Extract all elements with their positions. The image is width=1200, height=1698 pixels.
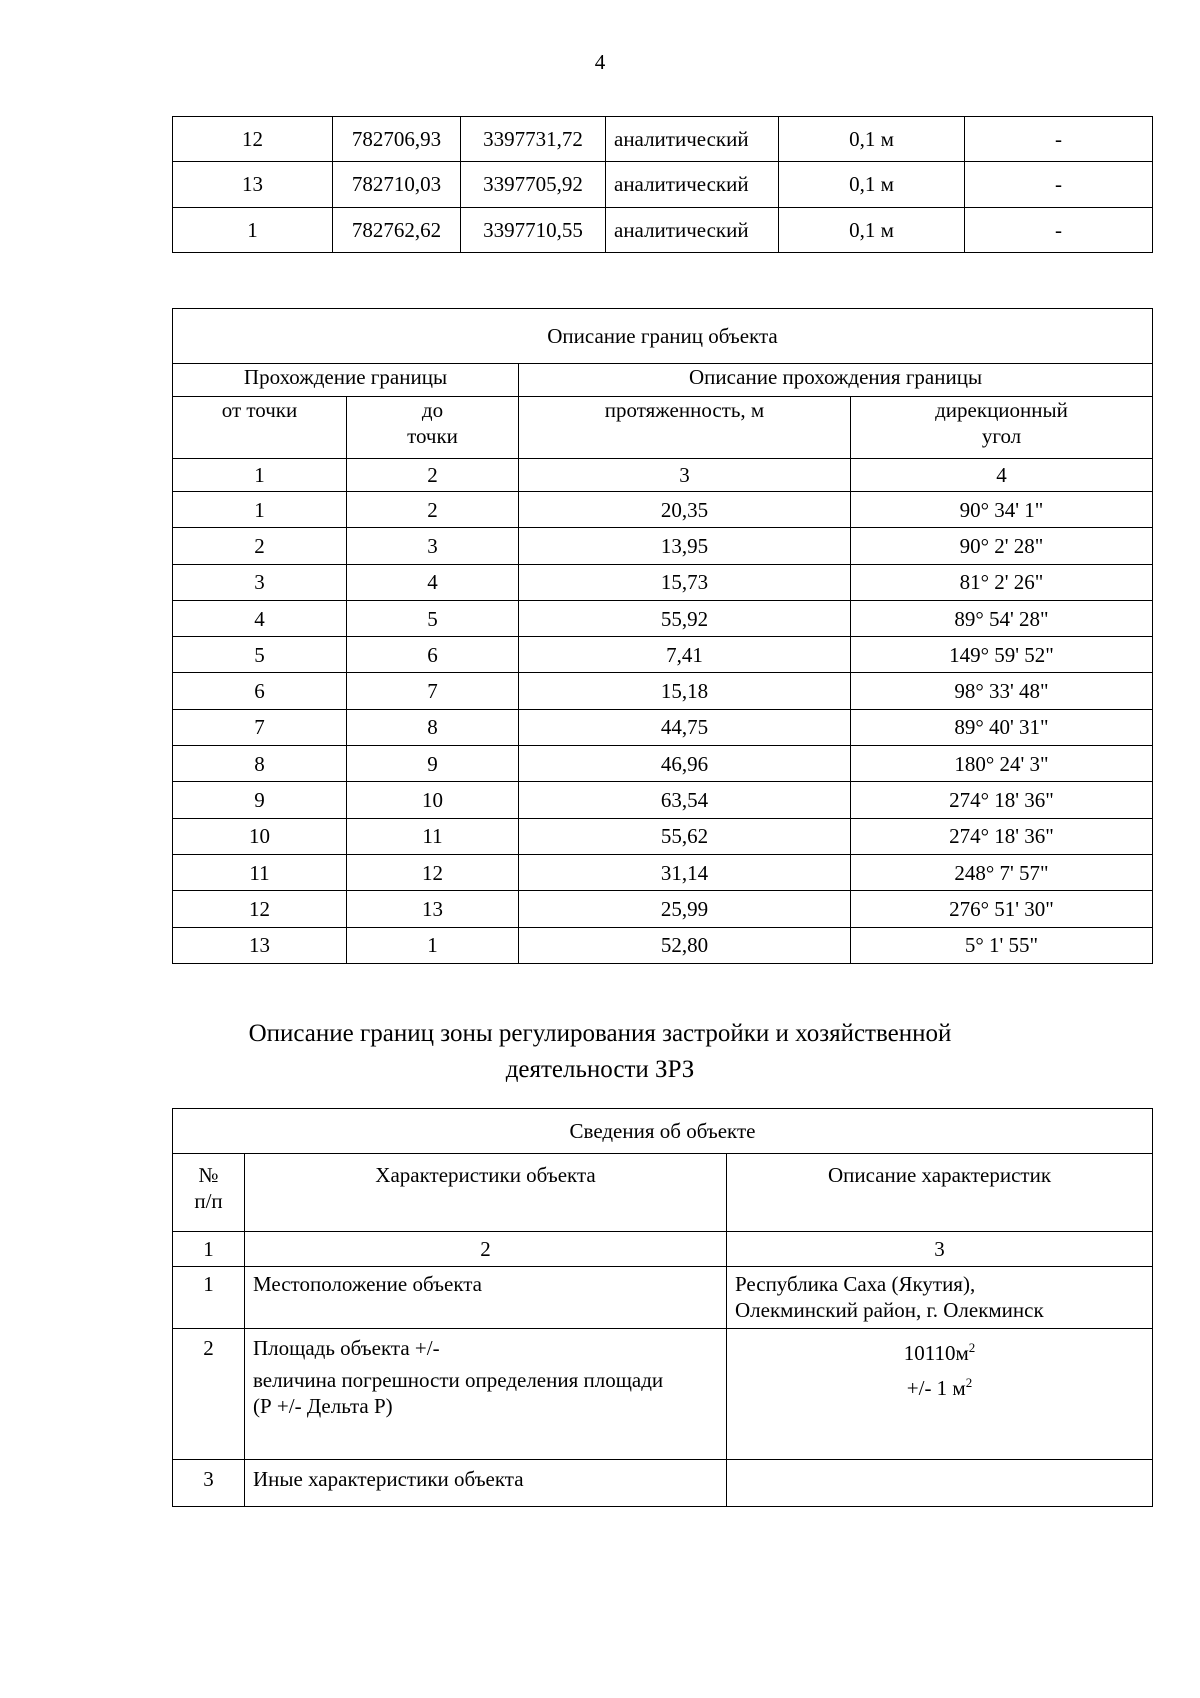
length: 55,92: [519, 600, 851, 636]
to-point: 3: [347, 528, 519, 564]
table-row: [173, 673, 1153, 709]
x-coordinate: 782706,93: [333, 117, 461, 162]
from-point: 11: [173, 854, 347, 890]
table-title: Сведения об объекте: [173, 1109, 1153, 1154]
column-number: 3: [519, 459, 851, 492]
bearing-angle: 81° 2' 26": [851, 564, 1153, 600]
accuracy: 0,1 м: [779, 207, 965, 252]
length: 31,14: [519, 854, 851, 890]
length: 25,99: [519, 891, 851, 927]
description: [727, 1460, 1153, 1507]
from-point: 12: [173, 891, 347, 927]
method: аналитический: [606, 162, 779, 207]
to-point: 11: [347, 818, 519, 854]
x-coordinate: 782762,62: [333, 207, 461, 252]
table-row: [173, 492, 1153, 528]
table-row: [173, 637, 1153, 673]
column-number: 1: [173, 1232, 245, 1267]
to-point: 13: [347, 891, 519, 927]
table-row: [173, 162, 1153, 207]
from-point: 9: [173, 782, 347, 818]
table-row: [173, 600, 1153, 636]
note: -: [965, 207, 1153, 252]
point-number: 12: [173, 117, 333, 162]
column-group-header: Прохождение границы: [173, 364, 519, 397]
boundary-table: [172, 308, 1153, 964]
from-point: 1: [173, 492, 347, 528]
row-number: 1: [173, 1267, 245, 1329]
table-row: [173, 1329, 1153, 1460]
table-row: [173, 746, 1153, 782]
to-point: 1: [347, 927, 519, 963]
table-row: [173, 207, 1153, 252]
page-number: 4: [594, 50, 606, 74]
bearing-angle: 274° 18' 36": [851, 782, 1153, 818]
table-row: [173, 528, 1153, 564]
section-heading: Описание границ зоны регулирования застройки и хозяйственной деятельности ЗРЗ: [248, 1020, 952, 1083]
row-number: 3: [173, 1460, 245, 1507]
column-number: 2: [347, 459, 519, 492]
length: 15,18: [519, 673, 851, 709]
bearing-angle: 248° 7' 57": [851, 854, 1153, 890]
to-point: 4: [347, 564, 519, 600]
length: 63,54: [519, 782, 851, 818]
table-row: [173, 709, 1153, 745]
length: 15,73: [519, 564, 851, 600]
accuracy: 0,1 м: [779, 162, 965, 207]
table-row: [173, 854, 1153, 890]
length: 13,95: [519, 528, 851, 564]
table-row: [173, 1267, 1153, 1329]
from-point: 7: [173, 709, 347, 745]
coordinates-table: [172, 116, 1153, 253]
table-row: [173, 1460, 1153, 1507]
column-header: дирекционный угол: [851, 397, 1153, 459]
length: 52,80: [519, 927, 851, 963]
table-row: [173, 927, 1153, 963]
column-header: № п/п: [173, 1154, 245, 1232]
characteristic: Местоположение объекта: [245, 1267, 727, 1329]
description: $10110м^2$ +/- 1 $м^2$: [727, 1329, 1153, 1460]
column-number: 4: [851, 459, 1153, 492]
table-row: [173, 818, 1153, 854]
bearing-angle: 149° 59' 52": [851, 637, 1153, 673]
column-header: Описание характеристик: [727, 1154, 1153, 1232]
bearing-angle: 180° 24' 3": [851, 746, 1153, 782]
to-point: 6: [347, 637, 519, 673]
bearing-angle: 89° 54' 28": [851, 600, 1153, 636]
length: 46,96: [519, 746, 851, 782]
table-row: [173, 782, 1153, 818]
bearing-angle: 89° 40' 31": [851, 709, 1153, 745]
table-row: [173, 564, 1153, 600]
to-point: 9: [347, 746, 519, 782]
note: -: [965, 117, 1153, 162]
description: Республика Саха (Якутия), Олекминский район, г. Олекминск: [727, 1267, 1153, 1329]
to-point: 10: [347, 782, 519, 818]
column-number: 2: [245, 1232, 727, 1267]
column-number: 3: [727, 1232, 1153, 1267]
from-point: 2: [173, 528, 347, 564]
from-point: 8: [173, 746, 347, 782]
from-point: 4: [173, 600, 347, 636]
to-point: 5: [347, 600, 519, 636]
column-header: протяженность, м: [519, 397, 851, 459]
column-header: от точки: [173, 397, 347, 459]
bearing-angle: 276° 51' 30": [851, 891, 1153, 927]
from-point: 6: [173, 673, 347, 709]
from-point: 13: [173, 927, 347, 963]
column-group-header: Описание прохождения границы: [519, 364, 1153, 397]
length: 20,35: [519, 492, 851, 528]
method: аналитический: [606, 117, 779, 162]
length: 7,41: [519, 637, 851, 673]
table-row: [173, 891, 1153, 927]
characteristic: Площадь объекта +/- величина погрешности определения площади (Р +/- Дельта Р): [245, 1329, 727, 1460]
x-coordinate: 782710,03: [333, 162, 461, 207]
table-row: [173, 117, 1153, 162]
point-number: 13: [173, 162, 333, 207]
note: -: [965, 162, 1153, 207]
from-point: 10: [173, 818, 347, 854]
from-point: 3: [173, 564, 347, 600]
y-coordinate: 3397731,72: [461, 117, 606, 162]
to-point: 12: [347, 854, 519, 890]
object-info-table: [172, 1108, 1153, 1507]
y-coordinate: 3397710,55: [461, 207, 606, 252]
column-header: Характеристики объекта: [245, 1154, 727, 1232]
bearing-angle: 90° 34' 1": [851, 492, 1153, 528]
to-point: 7: [347, 673, 519, 709]
to-point: 2: [347, 492, 519, 528]
row-number: 2: [173, 1329, 245, 1460]
bearing-angle: 5° 1' 55": [851, 927, 1153, 963]
y-coordinate: 3397705,92: [461, 162, 606, 207]
characteristic: Иные характеристики объекта: [245, 1460, 727, 1507]
point-number: 1: [173, 207, 333, 252]
length: 55,62: [519, 818, 851, 854]
from-point: 5: [173, 637, 347, 673]
accuracy: 0,1 м: [779, 117, 965, 162]
bearing-angle: 98° 33' 48": [851, 673, 1153, 709]
bearing-angle: 90° 2' 28": [851, 528, 1153, 564]
method: аналитический: [606, 207, 779, 252]
length: 44,75: [519, 709, 851, 745]
table-title: Описание границ объекта: [173, 309, 1153, 364]
column-number: 1: [173, 459, 347, 492]
to-point: 8: [347, 709, 519, 745]
column-header: до точки: [347, 397, 519, 459]
bearing-angle: 274° 18' 36": [851, 818, 1153, 854]
